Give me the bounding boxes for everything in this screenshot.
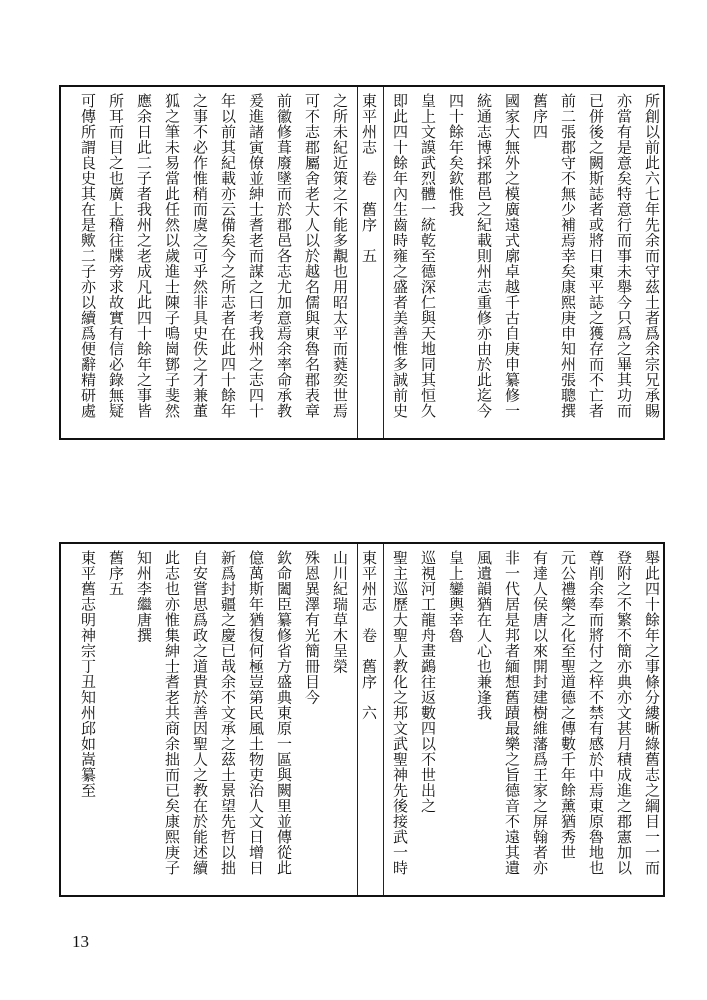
text-column: 新爲封疆之慶已哉余不文承之茲土景望先哲以拙 — [219, 550, 237, 876]
text-column: 應余日此二子者我州之老成凡此四十餘年之事皆 — [135, 93, 153, 419]
center-fold-rule — [357, 544, 358, 895]
center-fold-header: 東平州志 卷 舊序 五 — [360, 93, 378, 264]
author-line: 知州李繼唐撰 — [135, 550, 153, 643]
text-column: 舉此四十餘年之事條分縷晰綠舊志之綱目一一而 — [643, 550, 661, 876]
text-column: 狐之筆未易當此任然以歲進士陳子鳴崗鄧子斐然 — [163, 93, 181, 419]
text-column: 國家大無外之模廣遠式廓卓越千古自庚申纂修一 — [503, 93, 521, 419]
text-column: 尊削余奉而將付之梓不禁有感於中焉東原魯地也 — [587, 550, 605, 876]
page-number: 13 — [72, 932, 89, 951]
text-column: 所創以前此六七年先余而守茲土者爲余宗兄承賜 — [643, 93, 661, 419]
text-column: 之所未紀近策之不能多覯也用昭太平而蕤奕世焉 — [331, 93, 349, 419]
text-column: 所耳而目之也廣上稽往牒旁求故實有信必錄無疑 — [107, 93, 125, 419]
text-column: 自安嘗思爲政之道貴於善因聖人之教在於能述續 — [191, 550, 209, 876]
text-column: 即此四十餘年內生齒時雍之盛者美善惟多誠前史 — [391, 93, 409, 419]
text-column: 之事不必作惟稍而虞之可乎然非具史佚之才兼董 — [191, 93, 209, 419]
text-column: 皇上鑾輿幸魯 — [447, 550, 465, 643]
text-column: 登附之不繁不簡亦典亦文甚月積成進之郡憲加以 — [615, 550, 633, 876]
bottom-page-panel — [59, 542, 665, 897]
center-fold-header: 東平州志 卷 舊序 六 — [360, 550, 378, 721]
top-page-panel — [59, 85, 665, 440]
text-column: 此志也亦惟集紳士耆老共商余拙而已矣康熙庚子 — [163, 550, 181, 876]
text-column: 前二張郡守不無少補焉幸矣康熙庚申知州張聰撰 — [559, 93, 577, 419]
text-column: 統通志博採郡邑之紀載則州志重修亦由於此迄今 — [475, 93, 493, 419]
text-column: 前徽修葺廢墜而於郡邑各志尤加意焉余率命承教 — [275, 93, 293, 419]
text-column: 可傳所謂良史其在是歟二子亦以續爲便辭精研處 — [79, 93, 97, 419]
text-column: 四十餘年矣欽惟我 — [447, 93, 465, 217]
text-column: 殊恩異澤有光簡冊目今 — [303, 550, 321, 705]
text-column: 已併後之闕斯誌者或將日東平誌之獲存而不亡者 — [587, 93, 605, 419]
text-column: 風遺韻猶在人心也兼逢我 — [475, 550, 493, 721]
text-column: 非一代居是邦者緬想舊蹟最樂之旨德音不遠其遺 — [503, 550, 521, 876]
text-column: 巡視河工龍舟畫鷁往返數四以不世出之 — [419, 550, 437, 814]
text-column: 欽命闔臣纂修省方盛典東原一區與闕里並傳從此 — [275, 550, 293, 876]
text-column: 爰進諸寅僚並紳士耆老而謀之曰考我州之志四十 — [247, 93, 265, 419]
text-column: 東平舊志明神宗丁丑知州邱如嵩纂至 — [79, 550, 97, 798]
text-column: 可不志郡屬舍老大人以於越名儒與東魯名郡表章 — [303, 93, 321, 419]
center-fold-rule — [357, 87, 358, 438]
text-column: 年以前其紀載亦云備矣今之所志者在此四十餘年 — [219, 93, 237, 419]
center-fold-rule — [383, 544, 384, 895]
text-column: 億萬斯年猶復何極豈第民風土物吏治人文日增日 — [247, 550, 265, 876]
text-column: 元公禮樂之化至聖道德之傳數千年餘薰猶秀世 — [559, 550, 577, 860]
text-column: 山川紀瑞草木呈榮 — [331, 550, 349, 674]
text-column: 聖主巡歷大聖人教化之邦文武聖神先後接武一時 — [391, 550, 409, 876]
text-column: 亦當有是意矣特意行而事未舉今只爲之畢其功而 — [615, 93, 633, 419]
section-heading: 舊序四 — [531, 93, 549, 140]
center-fold-rule — [383, 87, 384, 438]
text-column: 有達人侯唐以來開封建樹維藩爲王家之屏翰者亦 — [531, 550, 549, 876]
text-column: 皇上文謨武烈體一統乾至德深仁與天地同其恒久 — [419, 93, 437, 419]
section-heading: 舊序五 — [107, 550, 125, 597]
